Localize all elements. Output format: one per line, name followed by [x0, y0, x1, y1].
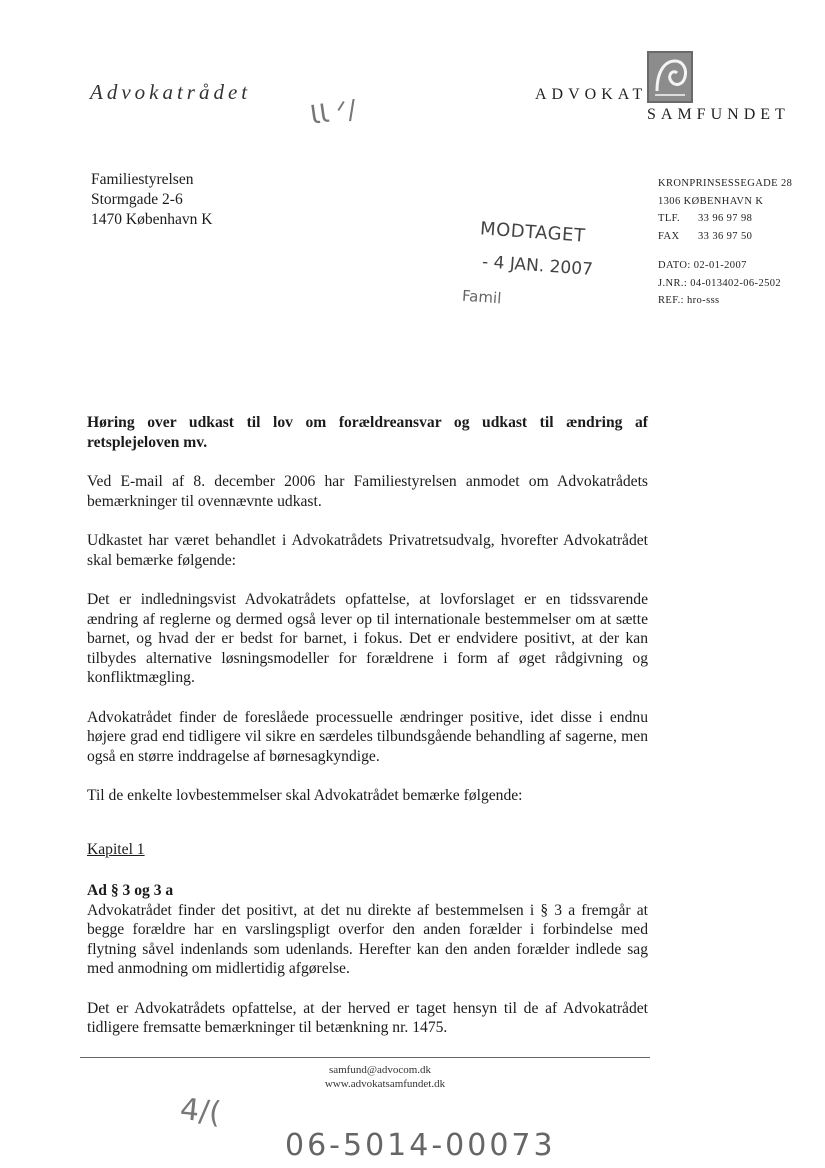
handwritten-page-mark: 4/( [178, 1091, 223, 1132]
sender-city: 1306 KØBENHAVN K [658, 195, 764, 207]
fax-value: 33 36 97 50 [698, 230, 753, 242]
tlf-value: 33 96 97 98 [698, 213, 753, 224]
letter-body [87, 413, 648, 1058]
recipient-city: 1470 København K [91, 211, 213, 228]
reference: REF.: hro-sss [658, 295, 720, 306]
advokatraadet-logo: Advokatrådet [90, 80, 252, 104]
paragraph-3: Det er indledningsvist Advokatrådets opfattelse, at lovforslaget er en tidssvarende ændring af reglerne og dermed også lever op til internationale bestemmelser om at sætte barnet, og hvad der er bedst for barnet, i fokus. Det er endvidere positivt, at der kan tilbydes alternative løsningsmodeller for forældrene i form af øget rådgivning og konfliktmægling. [87, 591, 648, 686]
handwritten-case-number: 06-5014-00073 [285, 1128, 556, 1163]
handwritten-mark-top: ƖƖ ᐟ/ [308, 94, 359, 132]
fax-label: FAX [658, 230, 680, 242]
paragraph-7: Det er Advokatrådets opfattelse, at der herved er taget hensyn til de af Advokatrådet tidligere fremsatte bemærkninger til betænkning nr. 1475. [87, 999, 648, 1036]
section-subheading: Ad § 3 og 3 a [87, 882, 174, 899]
received-stamp-date: - 4 JAN. 2007 [481, 252, 594, 280]
received-stamp-label: MODTAGET [479, 218, 587, 247]
sender-street: KRONPRINSESSEGADE 28 [658, 178, 793, 189]
samfundet-logo-text: SAMFUNDET [647, 106, 790, 123]
recipient-name: Familiestyrelsen [91, 171, 194, 188]
paragraph-6: Advokatrådet finder det positivt, at det nu direkte af bestemmelsen i § 3 a fremgår at begge forældre har en varslingspligt overfor den anden forælder i forbindelse med flytning såvel indenlands som udenlands. Herefter kan den anden forælder indlede sag med anmodning om midlertidig afgørelse. [87, 901, 648, 977]
advokat-logo-text: ADVOKAT [535, 86, 648, 103]
recipient-street: Stormgade 2-6 [91, 191, 183, 208]
chapter-heading: Kapitel 1 [87, 840, 145, 858]
recipient-address [91, 170, 212, 230]
journal-number: J.NR.: 04-013402-06-2502 [658, 277, 782, 289]
letter-heading: Høring over udkast til lov om forældreansvar og udkast til ændring af retsplejeloven mv. [87, 414, 648, 451]
sender-fax [658, 228, 792, 246]
paragraph-5: Til de enkelte lovbestemmelser skal Advokatrådet bemærke følgende: [87, 787, 523, 804]
footer-email: samfund@advocom.dk [328, 1064, 432, 1076]
tlf-label: TLF. [658, 213, 681, 224]
paragraph-4: Advokatrådet finder de foreslåede processuelle ændringer positive, idet disse i endnu højere grad end tidligere vil sikre en særdeles tilbundsgående behandling af sagerne, men også en større inddragelse af børnesagkyndige. [87, 708, 648, 765]
footer-website: www.advokatsamfundet.dk [324, 1078, 446, 1090]
letter-date: DATO: 02-01-2007 [658, 260, 747, 271]
footer-divider [80, 1057, 650, 1058]
sender-phone [658, 210, 792, 228]
paragraph-1: Ved E-mail af 8. december 2006 har Familiestyrelsen anmodet om Advokatrådets bemærkninger til ovennævnte udkast. [87, 473, 648, 510]
sender-info [658, 175, 792, 310]
received-stamp-dept: Famil [461, 286, 502, 308]
emblem-logo-icon [647, 51, 693, 103]
paragraph-2: Udkastet har været behandlet i Advokatrådets Privatretsudvalg, hvorefter Advokatrådet skal bemærke følgende: [87, 532, 648, 569]
